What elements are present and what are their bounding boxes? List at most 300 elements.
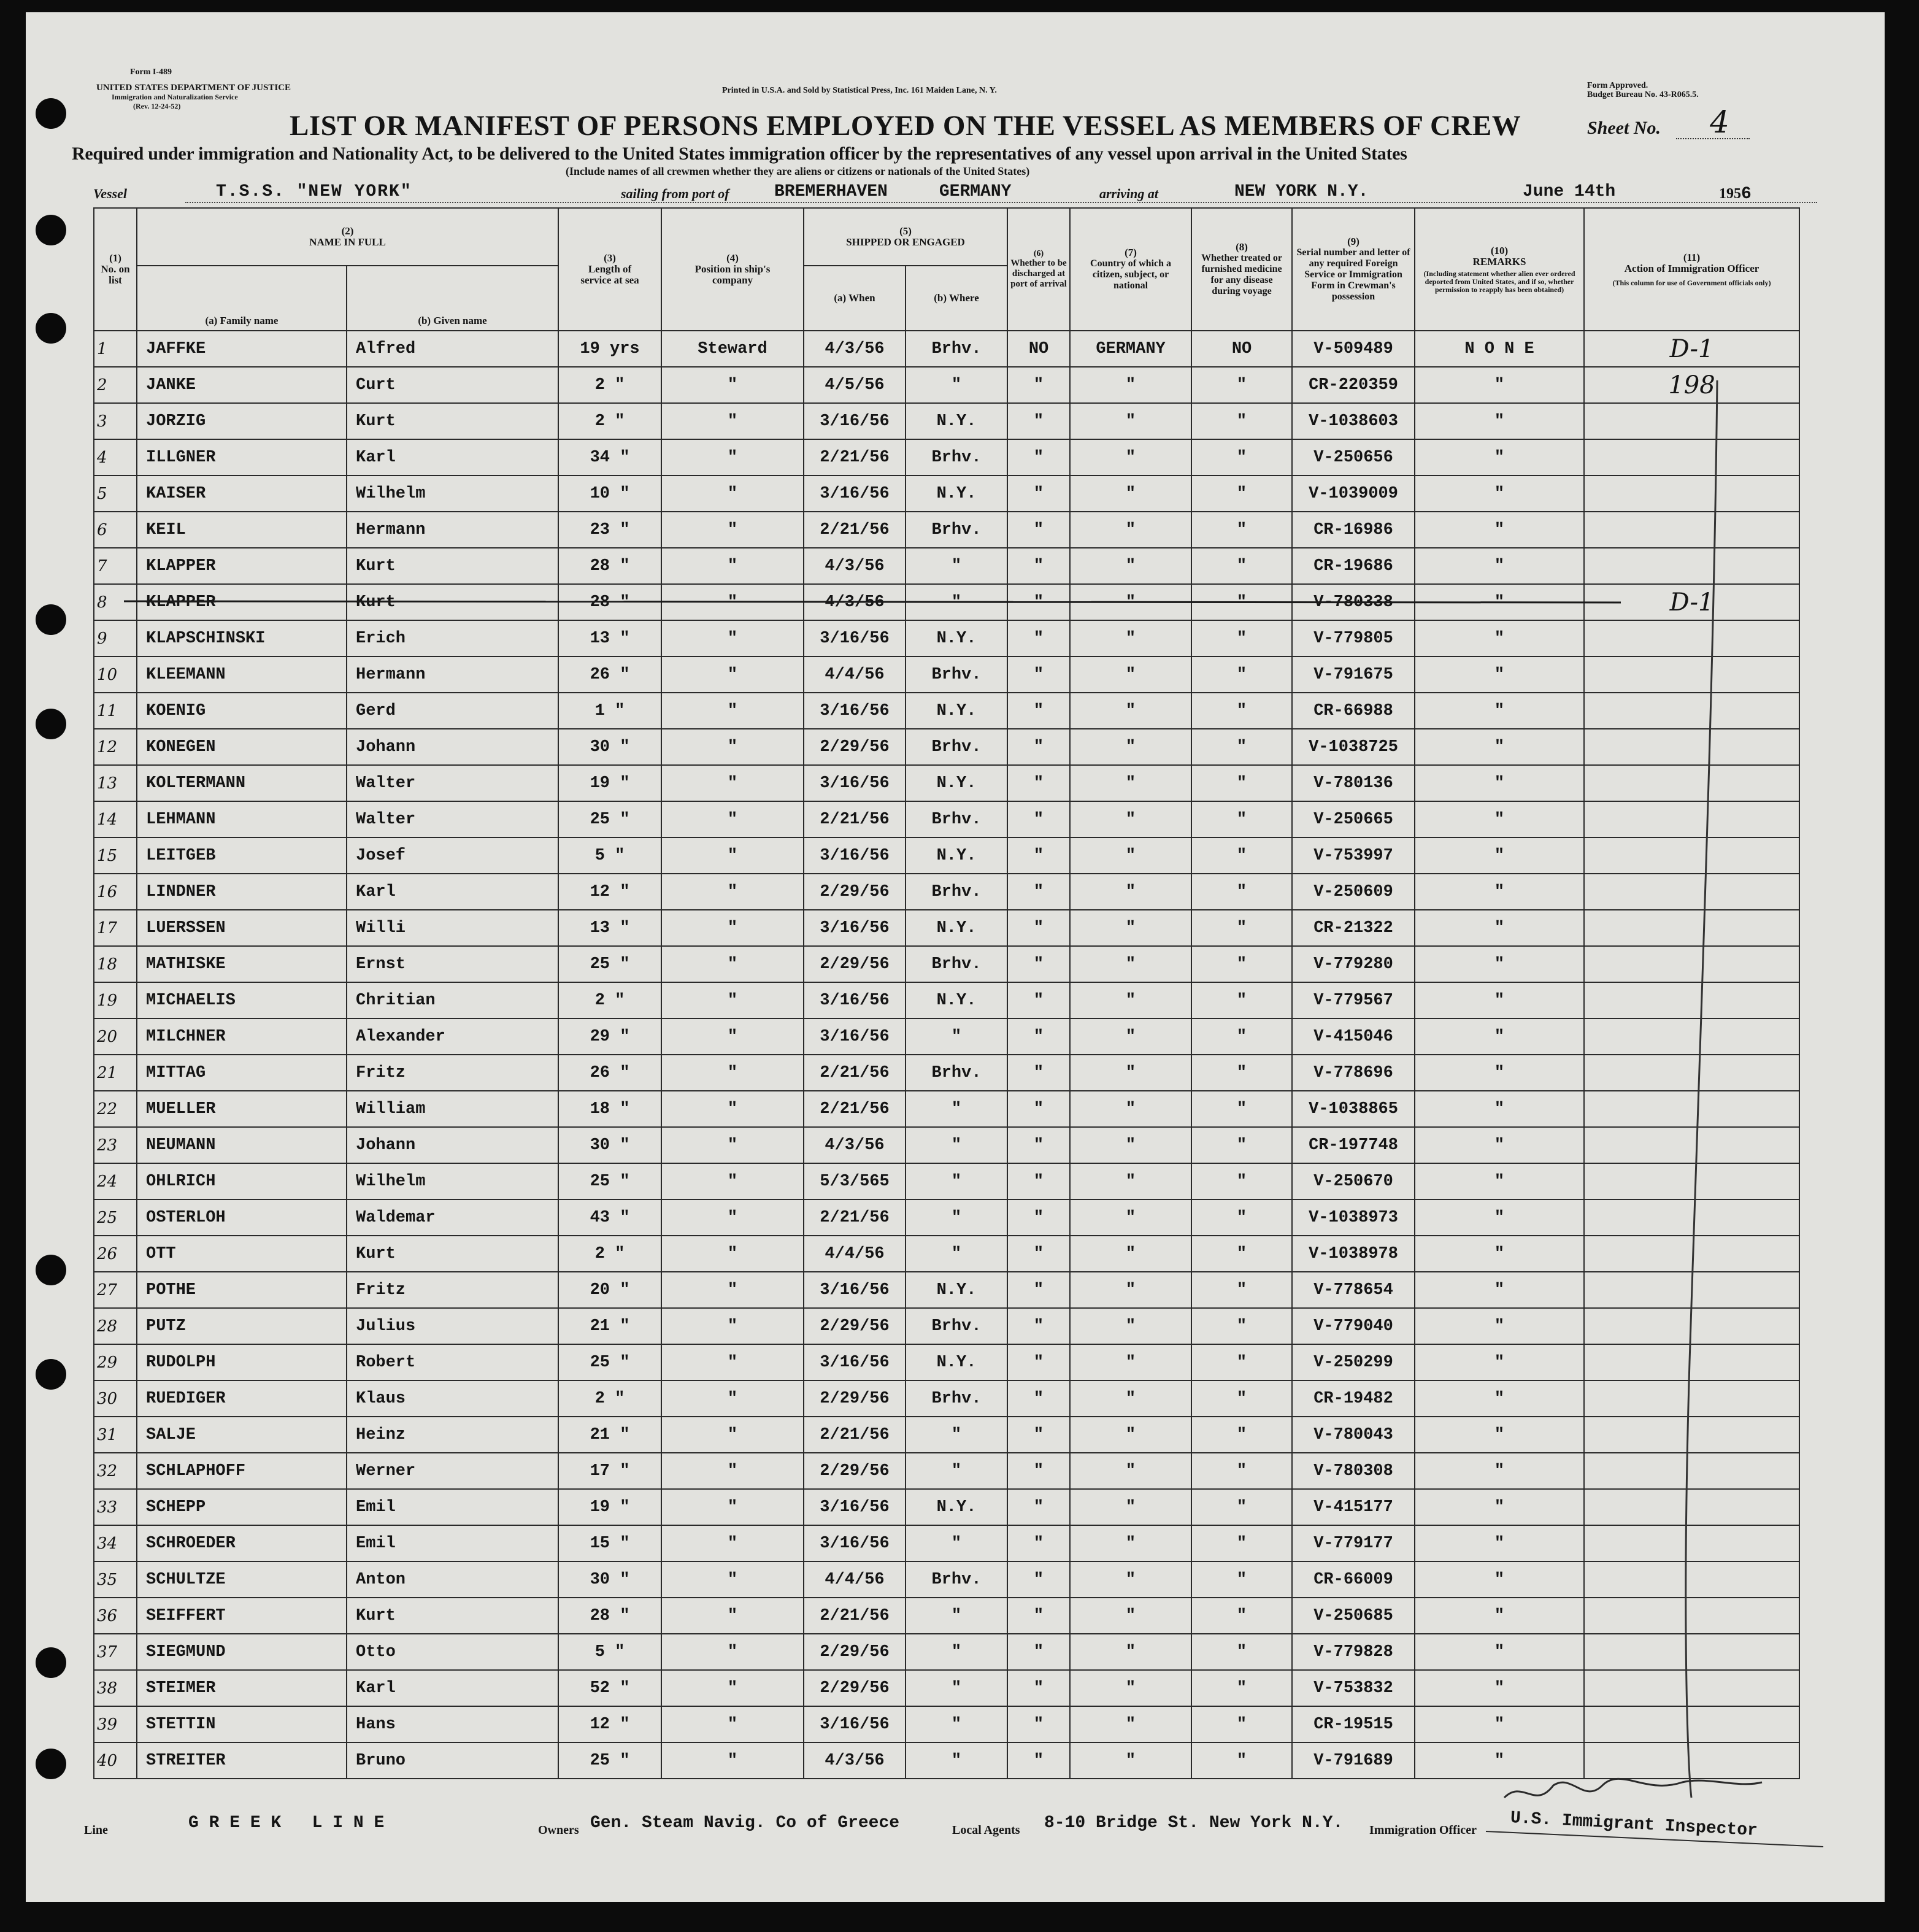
discharged: " (1007, 982, 1070, 1018)
country: " (1070, 693, 1191, 729)
officer-column-line (1686, 380, 1717, 1798)
country: " (1070, 656, 1191, 693)
country: " (1070, 1091, 1191, 1127)
length-of-service: 34 " (558, 439, 661, 475)
country: " (1070, 729, 1191, 765)
treated: " (1191, 1091, 1292, 1127)
col8-label: Whether treated or furnished medicine for any disease during voyage (1201, 253, 1282, 296)
remarks: " (1415, 403, 1584, 439)
country: " (1070, 1344, 1191, 1380)
treated: " (1191, 801, 1292, 837)
country: " (1070, 1055, 1191, 1091)
given-name: Bruno (347, 1742, 558, 1779)
family-name: JAFFKE (137, 331, 347, 367)
position: " (661, 693, 804, 729)
col2-number: (2) (341, 225, 354, 237)
sheet-number: 4 (1710, 104, 1729, 140)
shipped-where: " (906, 367, 1007, 403)
shipped-when: 2/21/56 (804, 1199, 906, 1236)
discharged: " (1007, 403, 1070, 439)
arrival-port: NEW YORK N.Y. (1234, 182, 1369, 201)
given-name: Emil (347, 1489, 558, 1525)
serial-number: CR-16986 (1292, 512, 1415, 548)
shipped-when: 3/16/56 (804, 1525, 906, 1561)
discharged: " (1007, 656, 1070, 693)
discharged: " (1007, 1272, 1070, 1308)
serial-number: V-250656 (1292, 439, 1415, 475)
discharged: " (1007, 1670, 1070, 1706)
treated: " (1191, 693, 1292, 729)
length-of-service: 21 " (558, 1308, 661, 1344)
officer-label: Immigration Officer (1369, 1823, 1477, 1837)
serial-number: CR-21322 (1292, 910, 1415, 946)
length-of-service: 2 " (558, 982, 661, 1018)
page-title: LIST OR MANIFEST OF PERSONS EMPLOYED ON THE VESSEL AS MEMBERS OF CREW (290, 110, 1521, 142)
shipped-when: 4/3/56 (804, 1742, 906, 1779)
col7-label: Country of which a citizen, subject, or national (1090, 258, 1172, 291)
row-number: 16 (94, 874, 137, 910)
shipped-where: N.Y. (906, 693, 1007, 729)
serial-number: V-791689 (1292, 1742, 1415, 1779)
given-name: Waldemar (347, 1199, 558, 1236)
shipped-where: N.Y. (906, 475, 1007, 512)
col10-note: (Including statement whether alien ever ordered deported from United States, and if so, whether permission to reapply has been obtained) (1423, 269, 1575, 294)
discharged: " (1007, 1344, 1070, 1380)
shipped-when: 3/16/56 (804, 1018, 906, 1055)
remarks: " (1415, 1091, 1584, 1127)
given-name: Walter (347, 801, 558, 837)
family-name: PUTZ (137, 1308, 347, 1344)
serial-number: CR-19515 (1292, 1706, 1415, 1742)
given-name: Wilhelm (347, 475, 558, 512)
family-name: STREITER (137, 1742, 347, 1779)
given-name: Karl (347, 874, 558, 910)
shipping-line: G R E E K L I N E (188, 1814, 385, 1833)
serial-number: V-1038603 (1292, 403, 1415, 439)
shipped-when: 2/21/56 (804, 512, 906, 548)
given-name: Josef (347, 837, 558, 874)
remarks: " (1415, 1380, 1584, 1417)
shipped-when: 2/29/56 (804, 1380, 906, 1417)
discharged: " (1007, 1380, 1070, 1417)
col4-number: (4) (726, 252, 739, 264)
row-number: 30 (94, 1380, 137, 1417)
country: " (1070, 1308, 1191, 1344)
length-of-service: 43 " (558, 1199, 661, 1236)
row-number: 13 (94, 765, 137, 801)
shipped-where: " (906, 1453, 1007, 1489)
family-name: MATHISKE (137, 946, 347, 982)
given-name: Heinz (347, 1417, 558, 1453)
length-of-service: 52 " (558, 1670, 661, 1706)
position: " (661, 1489, 804, 1525)
position: " (661, 874, 804, 910)
serial-number: V-1038725 (1292, 729, 1415, 765)
position: " (661, 982, 804, 1018)
country: " (1070, 584, 1191, 620)
position: " (661, 1561, 804, 1598)
treated: " (1191, 548, 1292, 584)
col5-label: SHIPPED OR ENGAGED (846, 236, 965, 248)
length-of-service: 21 " (558, 1417, 661, 1453)
length-of-service: 25 " (558, 801, 661, 837)
remarks: " (1415, 584, 1584, 620)
shipped-where: Brhv. (906, 1380, 1007, 1417)
position: " (661, 1453, 804, 1489)
treated: " (1191, 1598, 1292, 1634)
country: " (1070, 946, 1191, 982)
col10-number: (10) (1490, 244, 1509, 256)
header-when: (a) When (804, 266, 906, 331)
shipped-when: 4/3/56 (804, 1127, 906, 1163)
manifest-sheet (26, 12, 1885, 1902)
length-of-service: 28 " (558, 1598, 661, 1634)
country: " (1070, 1598, 1191, 1634)
shipped-where: Brhv. (906, 331, 1007, 367)
family-name: MILCHNER (137, 1018, 347, 1055)
position: " (661, 1742, 804, 1779)
shipped-when: 2/21/56 (804, 1055, 906, 1091)
country: " (1070, 1127, 1191, 1163)
shipped-where: " (906, 1163, 1007, 1199)
col11-label: Action of Immigration Officer (1624, 262, 1759, 274)
given-name: Robert (347, 1344, 558, 1380)
position: " (661, 1380, 804, 1417)
discharged: " (1007, 548, 1070, 584)
family-name: LUERSSEN (137, 910, 347, 946)
treated: " (1191, 1236, 1292, 1272)
form-approved: Form Approved. (1587, 81, 1648, 90)
family-name: LEITGEB (137, 837, 347, 874)
remarks: " (1415, 1525, 1584, 1561)
remarks: " (1415, 729, 1584, 765)
family-name: OSTERLOH (137, 1199, 347, 1236)
country: " (1070, 620, 1191, 656)
shipped-where: " (906, 1706, 1007, 1742)
remarks: " (1415, 1163, 1584, 1199)
row-number: 11 (94, 693, 137, 729)
treated: " (1191, 982, 1292, 1018)
serial-number: V-779177 (1292, 1525, 1415, 1561)
shipped-when: 3/16/56 (804, 1344, 906, 1380)
shipped-where: " (906, 1018, 1007, 1055)
treated: " (1191, 439, 1292, 475)
given-name: Gerd (347, 693, 558, 729)
remarks: " (1415, 1598, 1584, 1634)
country: " (1070, 1417, 1191, 1453)
shipped-where: Brhv. (906, 656, 1007, 693)
country: " (1070, 548, 1191, 584)
shipped-where: Brhv. (906, 729, 1007, 765)
family-name: LINDNER (137, 874, 347, 910)
shipped-when: 2/29/56 (804, 729, 906, 765)
row-number: 29 (94, 1344, 137, 1380)
strike-through-line (124, 601, 1621, 602)
discharged: " (1007, 801, 1070, 837)
given-name: Willi (347, 910, 558, 946)
length-of-service: 1 " (558, 693, 661, 729)
country: " (1070, 1272, 1191, 1308)
shipped-where: Brhv. (906, 1561, 1007, 1598)
shipped-when: 3/16/56 (804, 982, 906, 1018)
row-number: 21 (94, 1055, 137, 1091)
row-number: 31 (94, 1417, 137, 1453)
row-number: 9 (94, 620, 137, 656)
treated: " (1191, 475, 1292, 512)
remarks: " (1415, 946, 1584, 982)
discharged: " (1007, 729, 1070, 765)
treated: " (1191, 512, 1292, 548)
treated: " (1191, 765, 1292, 801)
discharged: " (1007, 1308, 1070, 1344)
treated: " (1191, 837, 1292, 874)
discharged: " (1007, 837, 1070, 874)
remarks: " (1415, 367, 1584, 403)
col11-number: (11) (1683, 251, 1701, 263)
given-name: Julius (347, 1308, 558, 1344)
discharged: " (1007, 1018, 1070, 1055)
sheet-number-label: Sheet No. (1587, 118, 1661, 138)
remarks: " (1415, 1018, 1584, 1055)
row-number: 33 (94, 1489, 137, 1525)
shipped-when: 3/16/56 (804, 837, 906, 874)
given-name: Hermann (347, 512, 558, 548)
remarks: " (1415, 693, 1584, 729)
position: " (661, 403, 804, 439)
remarks: " (1415, 1561, 1584, 1598)
shipped-where: " (906, 1598, 1007, 1634)
length-of-service: 30 " (558, 1561, 661, 1598)
position: " (661, 1525, 804, 1561)
shipped-where: Brhv. (906, 512, 1007, 548)
treated: " (1191, 584, 1292, 620)
family-name: JORZIG (137, 403, 347, 439)
serial-number: V-250665 (1292, 801, 1415, 837)
row-number: 28 (94, 1308, 137, 1344)
col5-number: (5) (899, 225, 912, 237)
serial-number: V-250670 (1292, 1163, 1415, 1199)
country: " (1070, 982, 1191, 1018)
discharged: " (1007, 584, 1070, 620)
length-of-service: 13 " (558, 620, 661, 656)
length-of-service: 13 " (558, 910, 661, 946)
shipped-when: 2/21/56 (804, 1417, 906, 1453)
family-name: SCHROEDER (137, 1525, 347, 1561)
owners: Gen. Steam Navig. Co of Greece (590, 1814, 900, 1833)
service-name: Immigration and Naturalization Service (112, 93, 238, 101)
shipped-where: " (906, 1091, 1007, 1127)
form-number: Form I-489 (130, 67, 172, 77)
discharged: " (1007, 1525, 1070, 1561)
inspector-stamp: U.S. Immigrant Inspector (1510, 1809, 1758, 1841)
owners-label: Owners (538, 1823, 579, 1837)
shipped-when: 4/3/56 (804, 548, 906, 584)
length-of-service: 2 " (558, 367, 661, 403)
country: " (1070, 1634, 1191, 1670)
discharged: " (1007, 1489, 1070, 1525)
treated: " (1191, 1127, 1292, 1163)
given-name: Ernst (347, 946, 558, 982)
shipped-when: 4/3/56 (804, 584, 906, 620)
row-number: 1 (94, 331, 137, 367)
treated: " (1191, 946, 1292, 982)
length-of-service: 30 " (558, 729, 661, 765)
given-name: Johann (347, 1127, 558, 1163)
position: " (661, 584, 804, 620)
family-name: SCHULTZE (137, 1561, 347, 1598)
discharged: " (1007, 475, 1070, 512)
serial-number: CR-19686 (1292, 548, 1415, 584)
shipped-when: 3/16/56 (804, 693, 906, 729)
family-name: KONEGEN (137, 729, 347, 765)
shipped-where: Brhv. (906, 1308, 1007, 1344)
discharged: " (1007, 512, 1070, 548)
treated: " (1191, 1670, 1292, 1706)
country: " (1070, 439, 1191, 475)
given-name: Chritian (347, 982, 558, 1018)
remarks: " (1415, 1417, 1584, 1453)
treated: " (1191, 1706, 1292, 1742)
length-of-service: 25 " (558, 1742, 661, 1779)
shipped-where: " (906, 584, 1007, 620)
shipped-when: 2/29/56 (804, 1634, 906, 1670)
discharged: " (1007, 367, 1070, 403)
family-name: POTHE (137, 1272, 347, 1308)
shipped-where: " (906, 548, 1007, 584)
discharged: " (1007, 1634, 1070, 1670)
vessel-label: Vessel (93, 186, 127, 201)
serial-number: V-753832 (1292, 1670, 1415, 1706)
row-number: 14 (94, 801, 137, 837)
position: " (661, 1634, 804, 1670)
length-of-service: 2 " (558, 1380, 661, 1417)
col6-number: (6) (1033, 248, 1044, 258)
col2-label: NAME IN FULL (309, 236, 386, 248)
discharged: " (1007, 1055, 1070, 1091)
vessel-name: T.S.S. "NEW YORK" (216, 182, 412, 201)
given-name: Alexander (347, 1018, 558, 1055)
col1-number: (1) (109, 252, 121, 264)
position: " (661, 1091, 804, 1127)
treated: " (1191, 1742, 1292, 1779)
given-name: Curt (347, 367, 558, 403)
position: " (661, 1272, 804, 1308)
shipped-where: N.Y. (906, 1489, 1007, 1525)
treated: " (1191, 1163, 1292, 1199)
family-name: JANKE (137, 367, 347, 403)
country: " (1070, 1163, 1191, 1199)
col6-label: Whether to be discharged at port of arrival (1010, 258, 1067, 289)
country: " (1070, 1561, 1191, 1598)
length-of-service: 10 " (558, 475, 661, 512)
length-of-service: 12 " (558, 874, 661, 910)
treated: " (1191, 1344, 1292, 1380)
shipped-when: 2/29/56 (804, 874, 906, 910)
shipped-where: " (906, 1236, 1007, 1272)
serial-number: V-780136 (1292, 765, 1415, 801)
remarks: " (1415, 1127, 1584, 1163)
arriving-label: arriving at (1099, 186, 1158, 201)
position: Steward (661, 331, 804, 367)
family-name: MICHAELIS (137, 982, 347, 1018)
sailing-label: sailing from port of (621, 186, 729, 201)
family-name: RUDOLPH (137, 1344, 347, 1380)
shipped-when: 4/4/56 (804, 656, 906, 693)
position: " (661, 1598, 804, 1634)
shipped-where: Brhv. (906, 874, 1007, 910)
shipped-where: " (906, 1670, 1007, 1706)
country: " (1070, 1236, 1191, 1272)
row-number: 27 (94, 1272, 137, 1308)
given-name: Hermann (347, 656, 558, 693)
shipped-where: " (906, 1525, 1007, 1561)
family-name: ILLGNER (137, 439, 347, 475)
position: " (661, 475, 804, 512)
given-name: Kurt (347, 584, 558, 620)
length-of-service: 28 " (558, 548, 661, 584)
row-number: 5 (94, 475, 137, 512)
treated: " (1191, 729, 1292, 765)
arrival-date: June 14th (1523, 182, 1616, 201)
country: GERMANY (1070, 331, 1191, 367)
shipped-when: 2/29/56 (804, 1670, 906, 1706)
family-name: SCHEPP (137, 1489, 347, 1525)
row-number: 22 (94, 1091, 137, 1127)
remarks: " (1415, 910, 1584, 946)
position: " (661, 656, 804, 693)
given-name: Anton (347, 1561, 558, 1598)
position: " (661, 620, 804, 656)
shipped-where: " (906, 1199, 1007, 1236)
length-of-service: 26 " (558, 1055, 661, 1091)
family-name: MITTAG (137, 1055, 347, 1091)
family-name: KAISER (137, 475, 347, 512)
family-name: KEIL (137, 512, 347, 548)
shipped-when: 3/16/56 (804, 475, 906, 512)
row-number: 10 (94, 656, 137, 693)
length-of-service: 15 " (558, 1525, 661, 1561)
col9-number: (9) (1347, 236, 1359, 247)
country: " (1070, 475, 1191, 512)
treated: " (1191, 1417, 1292, 1453)
shipped-when: 3/16/56 (804, 765, 906, 801)
col3-number: (3) (604, 252, 616, 264)
row-number: 38 (94, 1670, 137, 1706)
position: " (661, 1417, 804, 1453)
row-number: 24 (94, 1163, 137, 1199)
agency-name: UNITED STATES DEPARTMENT OF JUSTICE (96, 83, 291, 93)
position: " (661, 1055, 804, 1091)
serial-number: V-1038973 (1292, 1199, 1415, 1236)
given-name: Johann (347, 729, 558, 765)
family-name: SALJE (137, 1417, 347, 1453)
family-name: MUELLER (137, 1091, 347, 1127)
row-number: 23 (94, 1127, 137, 1163)
signature-scrawl (1504, 1779, 1762, 1798)
row-number: 2 (94, 367, 137, 403)
discharged: " (1007, 1561, 1070, 1598)
remarks: " (1415, 512, 1584, 548)
remarks: " (1415, 837, 1584, 874)
country: " (1070, 1453, 1191, 1489)
remarks: " (1415, 656, 1584, 693)
given-name: Karl (347, 1670, 558, 1706)
budget-bureau: Budget Bureau No. 43-R065.5. (1587, 90, 1699, 99)
header-given-name: (b) Given name (347, 266, 558, 331)
length-of-service: 20 " (558, 1272, 661, 1308)
given-name: Alfred (347, 331, 558, 367)
line-label: Line (84, 1823, 108, 1837)
